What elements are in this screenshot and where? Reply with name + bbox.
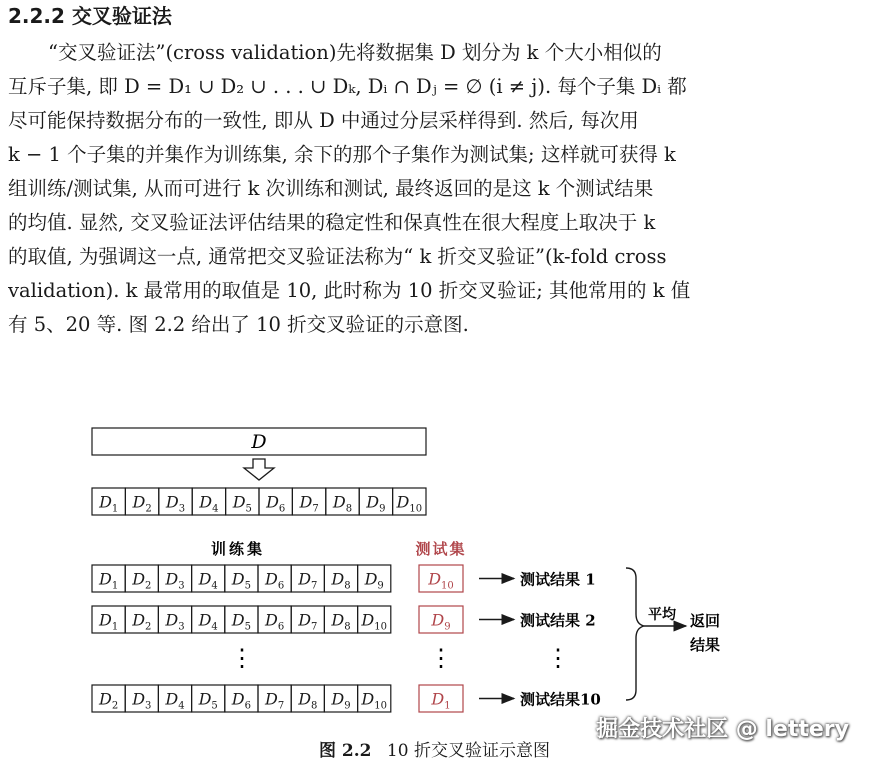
train-cell	[225, 606, 258, 633]
svg-text:D5: $D_5$	[198, 689, 218, 712]
train-cell	[125, 565, 158, 592]
train-cell	[258, 606, 291, 633]
train-set-label: 训练集	[210, 540, 266, 558]
svg-text:D4: $D_4$	[165, 689, 185, 712]
train-cell	[125, 606, 158, 633]
train-cell	[324, 606, 357, 633]
train-cell	[324, 565, 357, 592]
svg-text:D10: $D_{10}$	[428, 569, 454, 592]
train-cell	[92, 565, 125, 592]
svg-text:D2: $D_2$	[132, 610, 152, 633]
svg-text:D2: $D_2$	[98, 689, 119, 712]
fold-row	[92, 606, 596, 633]
kfold-diagram	[0, 410, 869, 750]
section-number: 2.2.2	[8, 4, 65, 28]
svg-text:D10: $D_{10}$	[361, 610, 387, 633]
train-cell	[92, 606, 125, 633]
train-cell	[92, 685, 125, 712]
svg-text:D9: $D_9$	[431, 610, 451, 633]
body-line: 组训练/测试集, 从而可进行 k 次训练和测试, 最终返回的是这 k 个测试结果	[8, 177, 654, 200]
watermark: 掘金技术社区 @ lettery	[596, 717, 849, 742]
train-cell	[125, 685, 158, 712]
figure-number: 图 2.2	[319, 741, 372, 761]
subset-cell	[226, 488, 259, 515]
train-cell	[192, 606, 225, 633]
svg-text:D10: $D_{10}$	[361, 689, 387, 712]
svg-text:D1: $D_1$	[431, 689, 451, 712]
subset-cell	[292, 488, 325, 515]
svg-text:D8: $D_8$	[332, 492, 353, 515]
fold-row	[92, 565, 596, 592]
svg-text:D5: $D_5$	[231, 610, 252, 633]
svg-text:D3: $D_3$	[132, 689, 152, 712]
section-heading: 交叉验证法	[71, 4, 172, 28]
subset-cell	[359, 488, 392, 515]
train-cell	[158, 606, 191, 633]
train-cell	[358, 685, 391, 712]
svg-text:D1: $D_1$	[99, 492, 119, 515]
train-cell	[258, 565, 291, 592]
svg-text:D6: $D_6$	[266, 492, 286, 515]
train-cell	[291, 606, 324, 633]
svg-text:D10: $D_{10}$	[396, 492, 423, 515]
subset-cell	[192, 488, 225, 515]
svg-text:D3: $D_3$	[165, 492, 186, 515]
body-line: 互斥子集, 即 D = D₁ ∪ D₂ ∪ . . . ∪ Dₖ, Dᵢ ∩ Dⱼ = ∅ (i ≠ j). 每个子集 Dᵢ 都	[8, 75, 687, 98]
svg-text:D5: $D_5$	[231, 569, 252, 592]
dataset-label: D	[251, 431, 267, 453]
test-cell	[419, 565, 463, 592]
train-cell	[358, 565, 391, 592]
test-result-label: 测试结果 1	[520, 570, 596, 589]
test-set-label: 测试集	[415, 540, 467, 558]
figure-caption-text: 10 折交叉验证示意图	[386, 741, 550, 761]
svg-text:D8: $D_8$	[331, 569, 351, 592]
test-result-label: 测试结果10	[520, 690, 601, 709]
svg-text:D9: $D_9$	[364, 569, 384, 592]
train-cell	[225, 685, 258, 712]
test-result-label: 测试结果 2	[520, 611, 596, 630]
svg-text:D9: $D_9$	[366, 492, 386, 515]
folds-group	[92, 565, 601, 712]
svg-text:D4: $D_4$	[198, 610, 218, 633]
all-subsets-row	[92, 488, 426, 515]
train-cell	[225, 565, 258, 592]
test-cell	[419, 685, 463, 712]
svg-text:D7: $D_7$	[298, 610, 318, 633]
body-paragraph	[8, 36, 820, 342]
body-line: 尽可能保持数据分布的一致性, 即从 D 中通过分层采样得到. 然后, 每次用	[8, 109, 639, 132]
subset-cell	[393, 488, 426, 515]
train-cell	[192, 685, 225, 712]
svg-text:D8: $D_8$	[298, 689, 318, 712]
body-line: “交叉验证法”(cross validation)先将数据集 D 划分为 k 个大小相似的	[48, 41, 662, 64]
average-label: 平均	[648, 607, 676, 623]
train-cell	[158, 565, 191, 592]
body-line: validation). k 最常用的取值是 10, 此时称为 10 折交叉验证; 其他常用的 k 值	[8, 279, 691, 302]
svg-text:D2: $D_2$	[132, 492, 152, 515]
train-cell	[258, 685, 291, 712]
svg-text:D5: $D_5$	[232, 492, 252, 515]
fold-row	[92, 685, 601, 712]
svg-text:D6: $D_6$	[264, 569, 285, 592]
svg-text:D3: $D_3$	[165, 610, 185, 633]
split-arrow-icon	[244, 459, 274, 480]
train-cell	[324, 685, 357, 712]
subset-cell	[92, 488, 125, 515]
svg-text:D4: $D_4$	[198, 569, 218, 592]
test-cell	[419, 606, 463, 633]
svg-text:D1: $D_1$	[98, 610, 119, 633]
section-title	[8, 2, 172, 30]
train-cell	[158, 685, 191, 712]
ellipsis-train: ⋮	[230, 644, 254, 672]
body-line: 有 5、20 等. 图 2.2 给出了 10 折交叉验证的示意图.	[8, 313, 469, 336]
svg-text:D3: $D_3$	[165, 569, 185, 592]
subset-cell	[259, 488, 292, 515]
subset-cell	[159, 488, 192, 515]
svg-text:D9: $D_9$	[331, 689, 351, 712]
svg-text:D6: $D_6$	[231, 689, 252, 712]
svg-text:D7: $D_7$	[299, 492, 319, 515]
svg-text:D7: $D_7$	[264, 689, 285, 712]
svg-text:D6: $D_6$	[264, 610, 285, 633]
svg-text:D1: $D_1$	[98, 569, 119, 592]
subset-cell	[125, 488, 158, 515]
svg-text:D4: $D_4$	[199, 492, 219, 515]
train-cell	[358, 606, 391, 633]
average-brace	[626, 568, 644, 700]
svg-text:D8: $D_8$	[331, 610, 351, 633]
body-line: 的取值, 为强调这一点, 通常把交叉验证法称为“ k 折交叉验证”(k-fold cross	[8, 245, 667, 268]
train-cell	[291, 685, 324, 712]
train-cell	[192, 565, 225, 592]
svg-text:D2: $D_2$	[132, 569, 152, 592]
return-label-line2: 结果	[690, 636, 721, 654]
svg-text:D7: $D_7$	[298, 569, 318, 592]
ellipsis-result: ⋮	[546, 644, 570, 672]
subset-cell	[326, 488, 359, 515]
train-cell	[291, 565, 324, 592]
body-line: 的均值. 显然, 交叉验证法评估结果的稳定性和保真性在很大程度上取决于 k	[8, 211, 656, 234]
return-label-line1: 返回	[690, 612, 721, 630]
body-line: k − 1 个子集的并集作为训练集, 余下的那个子集作为测试集; 这样就可获得 k	[8, 143, 676, 166]
ellipsis-test: ⋮	[429, 644, 453, 672]
